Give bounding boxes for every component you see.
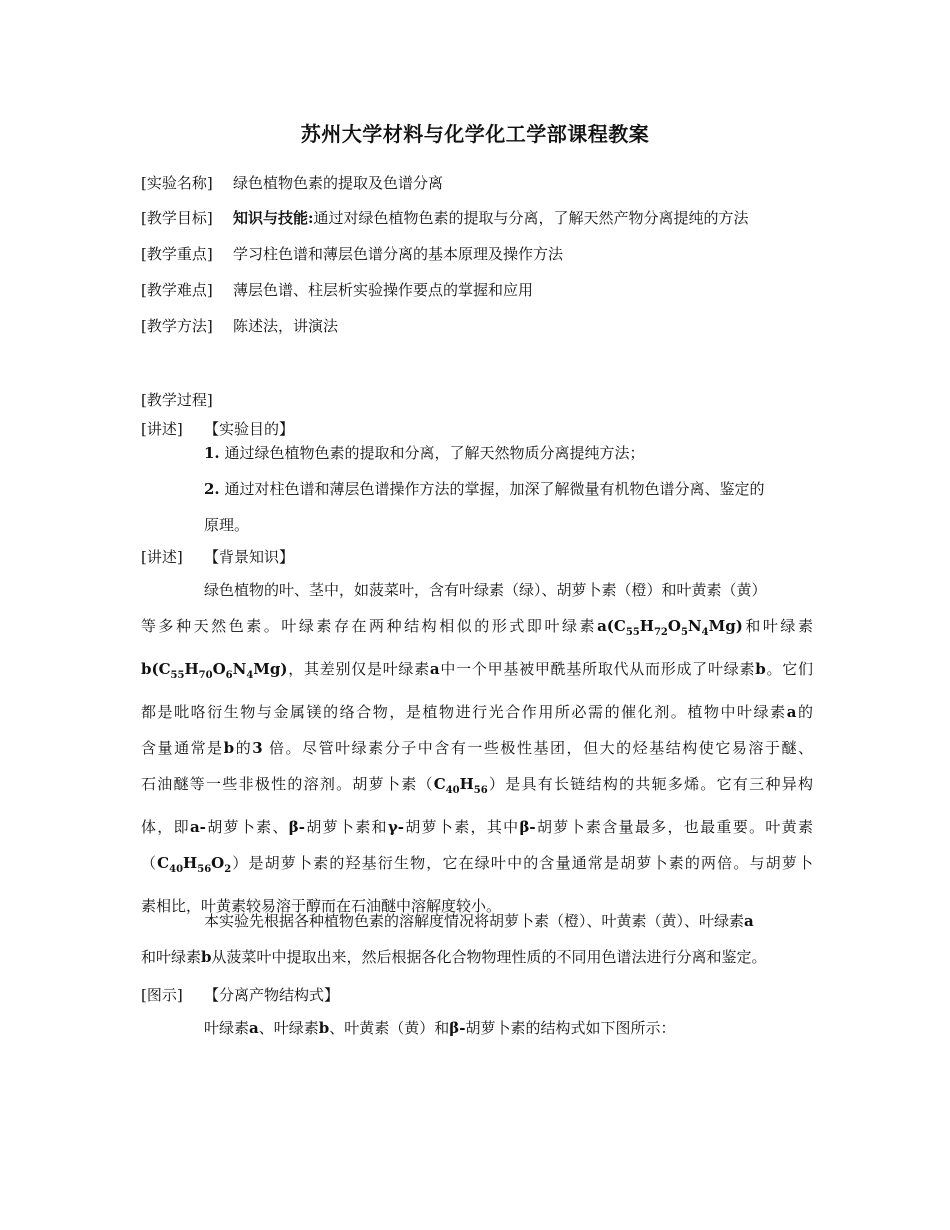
para-line: 石油醚等一些非极性的溶剂。胡萝卜素$(C_{40}H_{56})$是具有长链结构的共轭多烯。它有三种异构: [141, 775, 813, 796]
meta-key: [教学重点]: [141, 245, 213, 263]
chlorophyll-b-formula: $b(C_{55}H_{70}O_6N_4Mg)$: [141, 660, 288, 681]
carotene-formula: $C_{40}H_{56}$: [433, 775, 488, 796]
meta-key: [实验名称]: [141, 174, 213, 192]
para-line: 含量通常是b的3 倍。尽管叶绿素分子中含有一些极性基团，但大的烃基结构使它易溶于醚、: [141, 739, 813, 757]
section-tag: [讲述]: [141, 548, 183, 566]
para-line: 等多种天然色素。叶绿素存在两种结构相似的形式即叶绿素$a(C_{55}H_{72}O_5N_4Mg)$和叶绿素: [141, 617, 813, 638]
page-title: 苏州大学材料与化学化工学部课程教案: [300, 122, 650, 146]
meta-methods: [141, 315, 338, 336]
meta-key: [教学方法]: [141, 317, 213, 335]
para-line: 体，即a-胡萝卜素、β-胡萝卜素和γ-胡萝卜素，其中β-胡萝卜素含量最多，也最重要。叶黄素: [141, 818, 813, 836]
goals-list: [141, 435, 813, 543]
meta-teaching-goal: [141, 207, 749, 228]
meta-value: 陈述法，讲演法: [233, 317, 339, 335]
process-label: [教学过程]: [141, 391, 213, 409]
meta-difficulties: [141, 279, 533, 300]
goal-item-1: [141, 435, 813, 471]
goal-number: 1.: [204, 444, 220, 462]
meta-experiment-name: [141, 172, 443, 193]
meta-value: 通过对绿色植物色素的提取与分离，了解天然产物分离提纯的方法: [313, 209, 749, 227]
section-heading: 【分离产物结构式】: [204, 986, 340, 1004]
meta-key: [教学难点]: [141, 281, 213, 299]
meta-key: [教学目标]: [141, 209, 213, 227]
para-line: 都是吡咯衍生物与金属镁的络合物，是植物进行光合作用所必需的催化剂。植物中叶绿素a的: [141, 703, 813, 721]
section-tag: [讲述]: [141, 420, 183, 438]
goal-text: 通过绿色植物色素的提取和分离，了解天然物质分离提纯方法；: [224, 444, 645, 462]
goal-text: 通过对柱色谱和薄层色谱操作方法的掌握，加深了解微量有机物色谱分离、鉴定的: [224, 480, 765, 498]
meta-value: 学习柱色谱和薄层色谱分离的基本原理及操作方法: [233, 245, 564, 263]
lutein-formula: $C_{40}H_{56}O_2$: [157, 854, 232, 875]
meta-value: 薄层色谱、柱层析实验操作要点的掌握和应用: [233, 281, 534, 299]
meta-key-points: [141, 243, 563, 264]
para-line: $b(C_{55}H_{70}O_6N_4Mg)$，其差别仅是叶绿素a中一个甲基被甲酰基所取代从而形成了叶绿素b。它们: [141, 660, 813, 681]
para-line: $(C_{40}H_{56}O_2)$是胡萝卜素的羟基衍生物，它在绿叶中的含量通常是胡萝卜素的两倍。与胡萝卜: [141, 854, 813, 875]
para-line: 本实验先根据各种植物色素的溶解度情况将胡萝卜素（橙）、叶黄素（黄）、叶绿素a: [204, 912, 754, 930]
goal-item-2: [141, 471, 813, 507]
structures-caption: [141, 1010, 813, 1046]
chlorophyll-a-formula: $a(C_{55}H_{72}O_5N_4Mg)$: [597, 617, 743, 638]
meta-value: 绿色植物色素的提取及色谱分离: [233, 174, 444, 192]
section-heading: 【背景知识】: [204, 548, 295, 566]
section-structures: [141, 984, 339, 1005]
section-background: [141, 546, 294, 567]
goal-item-2-cont: 原理。: [204, 516, 250, 534]
method-paragraph: [141, 903, 813, 975]
section-tag: [图示]: [141, 986, 183, 1004]
para-line: 和叶绿素b从菠菜叶中提取出来，然后根据各化合物物理性质的不同用色谱法进行分离和鉴定。: [141, 948, 767, 966]
background-paragraph: [141, 572, 813, 924]
meta-bold-label: 知识与技能:: [233, 209, 314, 227]
para-line: 素相比，叶黄素较易溶于醇而在石油醚中溶解度较小。: [141, 897, 502, 915]
goal-number: 2.: [204, 480, 220, 498]
section-heading: 【实验目的】: [204, 420, 295, 438]
para-line: 绿色植物的叶、茎中，如菠菜叶，含有叶绿素（绿）、胡萝卜素（橙）和叶黄素（黄）: [204, 581, 767, 599]
para-line: 叶绿素a、叶绿素b、叶黄素（黄）和β-胡萝卜素的结构式如下图所示：: [204, 1019, 676, 1037]
